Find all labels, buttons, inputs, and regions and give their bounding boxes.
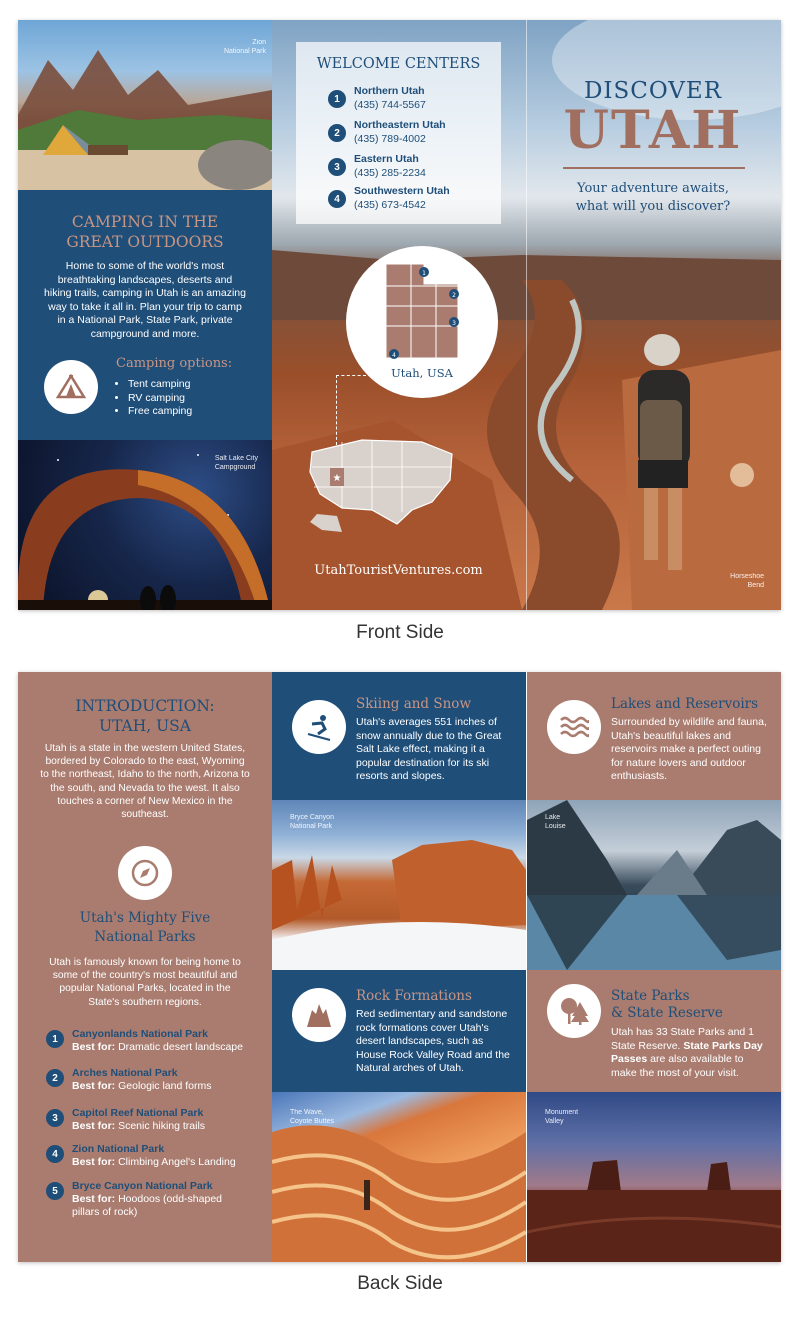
- intro-panel: [18, 672, 272, 1262]
- wave-photo: [272, 1092, 526, 1262]
- lakes-block: [527, 672, 781, 800]
- svg-text:3: 3: [452, 320, 456, 327]
- center-number: 4: [328, 190, 346, 208]
- campground-photo-label: Salt Lake City Campground: [214, 455, 258, 471]
- water-icon-circle: [547, 700, 601, 754]
- park-number: 4: [46, 1145, 64, 1163]
- camping-options-list: [128, 378, 192, 419]
- parks-title: Utah's Mighty Five National Parks: [79, 910, 211, 945]
- park-number: 1: [46, 1030, 64, 1048]
- rock-formation-icon: [304, 1000, 334, 1030]
- tent-icon-circle: [44, 360, 98, 414]
- center-number: 2: [328, 124, 346, 142]
- best-for-value: Climbing Angel's Landing: [118, 1156, 236, 1168]
- intro-title: INTRODUCTION: UTAH, USA: [75, 697, 215, 735]
- website-url[interactable]: UtahTouristVentures.com: [314, 563, 483, 578]
- svg-text:1: 1: [422, 270, 426, 277]
- center-phone: (435) 789-4002: [354, 133, 426, 145]
- state-parks-day-passes: State Parks Day Passes: [611, 1039, 763, 1065]
- back-side-caption: Back Side: [357, 1273, 443, 1294]
- lake-photo-label: Lake Louise: [545, 814, 566, 830]
- park-best-for: [72, 1080, 211, 1092]
- skiing-body: Utah's averages 551 inches of snow annually due to the Great Salt Lake effect, making it a popular destination for its ski resorts and slopes.: [356, 716, 502, 782]
- park-number: 3: [46, 1109, 64, 1127]
- skier-icon-circle: [292, 700, 346, 754]
- tent-icon: [56, 374, 86, 400]
- intro-body: Utah is a state in the western United States, bordered by Colorado to the east, Wyoming to the northeast, Idaho to the north, Arizona to the south, and Nevada to the west. It also touches a corner of New Mexico in the southeast.: [40, 743, 250, 821]
- center-number: 1: [328, 90, 346, 108]
- park-name: Zion National Park: [72, 1143, 165, 1155]
- rock-icon-circle: [292, 988, 346, 1042]
- skier-icon: [304, 712, 334, 742]
- park-name: Bryce Canyon National Park: [72, 1180, 213, 1192]
- park-best-for: [72, 1193, 262, 1219]
- trees-icon: [558, 996, 590, 1026]
- compass-icon-circle: [118, 846, 172, 900]
- camping-option: • RV camping: [128, 392, 192, 406]
- front-side: [18, 20, 781, 610]
- zion-photo-label: Zion National Park: [223, 39, 266, 55]
- bryce-photo: [272, 800, 526, 970]
- best-for-label: Best for:: [72, 1041, 116, 1053]
- bryce-photo-label: Bryce Canyon National Park: [290, 814, 334, 830]
- lakes-body: Surrounded by wildlife and fauna, Utah's beautiful lakes and reservoirs make a perfect outing for nature lovers and outdoor enthusiasts.: [611, 716, 767, 782]
- state-parks-body-start: Utah has 33 State Parks and 1 State Reserve.: [611, 1026, 755, 1052]
- fold-line: [526, 20, 527, 610]
- lakes-title: Lakes and Reservoirs: [611, 696, 759, 712]
- water-waves-icon: [559, 715, 589, 739]
- parks-body: Utah is famously known for being home to some of the country's most beautiful and popular National Parks, located in the State's southern regions.: [49, 957, 241, 1008]
- park-best-for: [72, 1156, 236, 1168]
- horseshoe-photo-label: Horseshoe Bend: [730, 573, 764, 589]
- best-for-label: Best for:: [72, 1120, 116, 1132]
- state-parks-title: State Parks & State Reserve: [611, 988, 723, 1021]
- cover-tagline: Your adventure awaits, what will you discover?: [575, 181, 731, 214]
- skiing-title: Skiing and Snow: [356, 696, 471, 712]
- best-for-value: Geologic land forms: [118, 1080, 212, 1092]
- state-parks-body-end: are also available to make the most of your visit.: [611, 1053, 744, 1079]
- front-side-caption: Front Side: [356, 622, 444, 643]
- usa-map: [302, 432, 462, 537]
- utah-map-label: Utah, USA: [391, 366, 453, 380]
- center-phone: (435) 744-5567: [354, 99, 426, 111]
- camping-option: • Tent camping: [128, 378, 192, 392]
- camping-options-title: Camping options:: [116, 356, 233, 371]
- camping-body: Home to some of the world's most breathtaking landscapes, deserts and hiking trails, camping in Utah is an amazing way to take it all in. Plan your trip to camp in a National Park, State Park, private campground and more.: [44, 260, 246, 340]
- svg-text:★: ★: [332, 473, 342, 484]
- svg-text:2: 2: [452, 292, 456, 299]
- rock-body: Red sedimentary and sandstone rock formations cover Utah's desert landscapes, such as House Rock Valley Road and the Natural arches of Utah.: [356, 1008, 510, 1074]
- park-number: 2: [46, 1069, 64, 1087]
- state-parks-body: [611, 1026, 771, 1080]
- park-name: Canyonlands National Park: [72, 1028, 208, 1040]
- center-phone: (435) 285-2234: [354, 167, 426, 179]
- lake-louise-photo: [527, 800, 781, 970]
- center-name: Northern Utah: [354, 85, 425, 97]
- center-phone: (435) 673-4542: [354, 199, 426, 211]
- skiing-block: [272, 672, 526, 800]
- zion-photo: [18, 20, 272, 190]
- camping-title: CAMPING IN THE GREAT OUTDOORS: [66, 213, 224, 251]
- center-name: Northeastern Utah: [354, 119, 446, 131]
- park-best-for: [72, 1041, 243, 1053]
- park-name: Arches National Park: [72, 1067, 178, 1079]
- campground-photo: [18, 440, 272, 610]
- best-for-label: Best for:: [72, 1080, 116, 1092]
- cover-utah: UTAH: [563, 100, 743, 161]
- trees-icon-circle: [547, 984, 601, 1038]
- rock-block: [272, 970, 526, 1092]
- svg-text:4: 4: [392, 352, 396, 359]
- cover-discover: DISCOVER: [583, 78, 723, 104]
- best-for-label: Best for:: [72, 1193, 116, 1205]
- rock-title: Rock Formations: [356, 988, 472, 1004]
- best-for-value: Scenic hiking trails: [118, 1120, 206, 1132]
- cover-divider: [563, 167, 745, 169]
- utah-map-circle: [346, 246, 498, 398]
- compass-icon: [130, 858, 160, 888]
- welcome-title: WELCOME CENTERS: [316, 56, 481, 72]
- monument-valley-photo: [527, 1092, 781, 1262]
- best-for-value: Dramatic desert landscape: [118, 1041, 243, 1053]
- welcome-centers-box: [296, 42, 501, 224]
- wave-photo-label: The Wave, Coyote Buttes: [290, 1109, 334, 1125]
- center-number: 3: [328, 158, 346, 176]
- center-name: Southwestern Utah: [354, 185, 450, 197]
- park-number: 5: [46, 1182, 64, 1200]
- park-best-for: [72, 1120, 205, 1132]
- camping-panel: [18, 20, 272, 610]
- monument-photo-label: Monument Valley: [545, 1109, 579, 1125]
- best-for-value: Hoodoos (odd-shaped pillars of rock): [72, 1193, 223, 1218]
- best-for-label: Best for:: [72, 1156, 116, 1168]
- state-parks-block: [527, 970, 781, 1092]
- camping-text-block: [18, 190, 272, 440]
- center-name: Eastern Utah: [354, 153, 419, 165]
- camping-option: • Free camping: [128, 405, 192, 419]
- park-name: Capitol Reef National Park: [72, 1107, 204, 1119]
- back-side: [18, 672, 781, 1262]
